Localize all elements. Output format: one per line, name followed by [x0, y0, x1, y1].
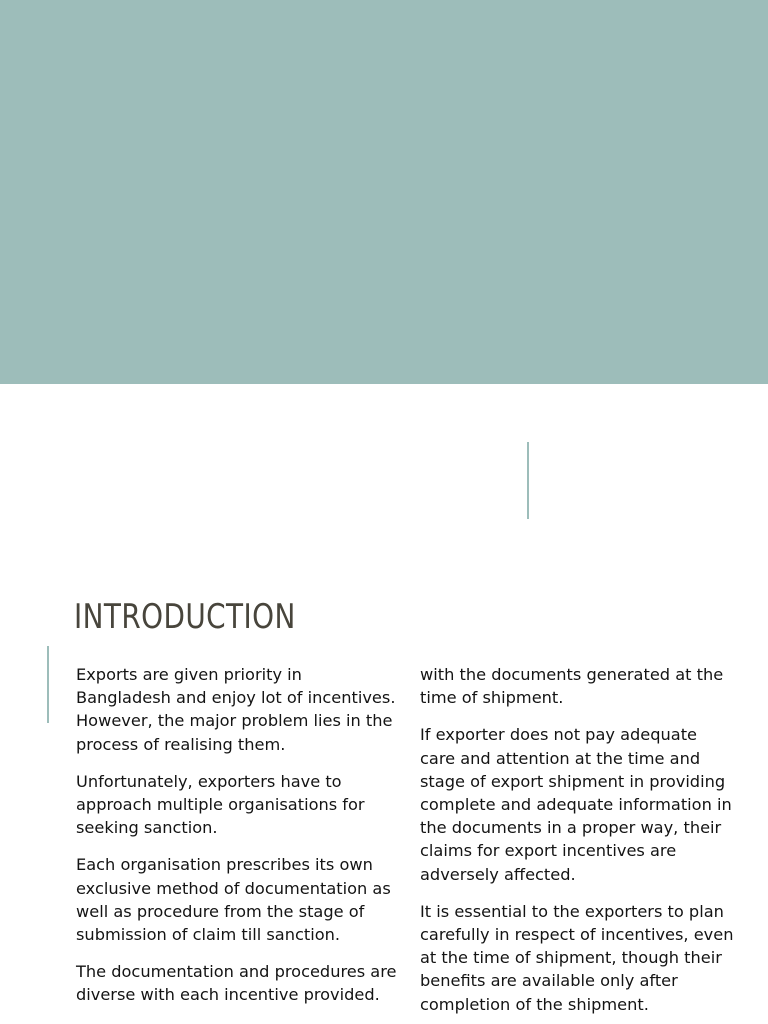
text-line: The documentation and procedures are [76, 962, 397, 982]
top-color-band [0, 0, 768, 384]
text-line: with the documents generated at the [420, 665, 724, 684]
text-line: exclusive method of documentation as [76, 878, 391, 898]
paragraph [420, 723, 758, 885]
text-line: If exporter does not pay adequate [420, 725, 698, 745]
text-line: However, the major problem lies in the [76, 711, 393, 731]
text-line: care and attention at the time and [420, 748, 701, 768]
paragraph [76, 960, 414, 1006]
text-line: complete and adequate information in [420, 795, 732, 815]
text-line: stage of export shipment in providing [420, 771, 726, 791]
text-line: process of realising them. [76, 734, 286, 754]
text-line: seeking sanction. [76, 818, 218, 838]
paragraph [76, 663, 414, 756]
accent-divider-left [47, 646, 49, 723]
paragraph [420, 663, 758, 709]
text-line: adversely affected. [420, 864, 576, 884]
body-column-left [76, 663, 414, 1021]
text-line: It is essential to the exporters to plan [420, 901, 724, 921]
text-line: Exports are given priority in [76, 665, 302, 684]
paragraph [76, 770, 414, 840]
text-line: completion of the shipment. [420, 994, 649, 1014]
text-line: Each organisation prescribes its own [76, 855, 373, 875]
paragraph [420, 900, 758, 1016]
text-line: the documents in a proper way, their [420, 818, 722, 838]
text-line: carefully in respect of incentives, even [420, 925, 734, 945]
accent-divider-top [527, 442, 529, 519]
text-line: claims for export incentives are [420, 841, 677, 861]
body-column-right [420, 663, 758, 1024]
slide-title: INTRODUCTION [74, 597, 296, 637]
text-line: Bangladesh and enjoy lot of incentives. [76, 688, 396, 708]
text-line: well as procedure from the stage of [76, 901, 365, 921]
paragraph [76, 853, 414, 946]
text-line: Unfortunately, exporters have to [76, 771, 342, 791]
text-line: time of shipment. [420, 688, 564, 708]
text-line: diverse with each incentive provided. [76, 985, 380, 1005]
text-line: submission of claim till sanction. [76, 925, 341, 945]
text-line: approach multiple organisations for [76, 795, 365, 815]
text-line: at the time of shipment, though their [420, 948, 722, 968]
text-line: benefits are available only after [420, 971, 678, 991]
